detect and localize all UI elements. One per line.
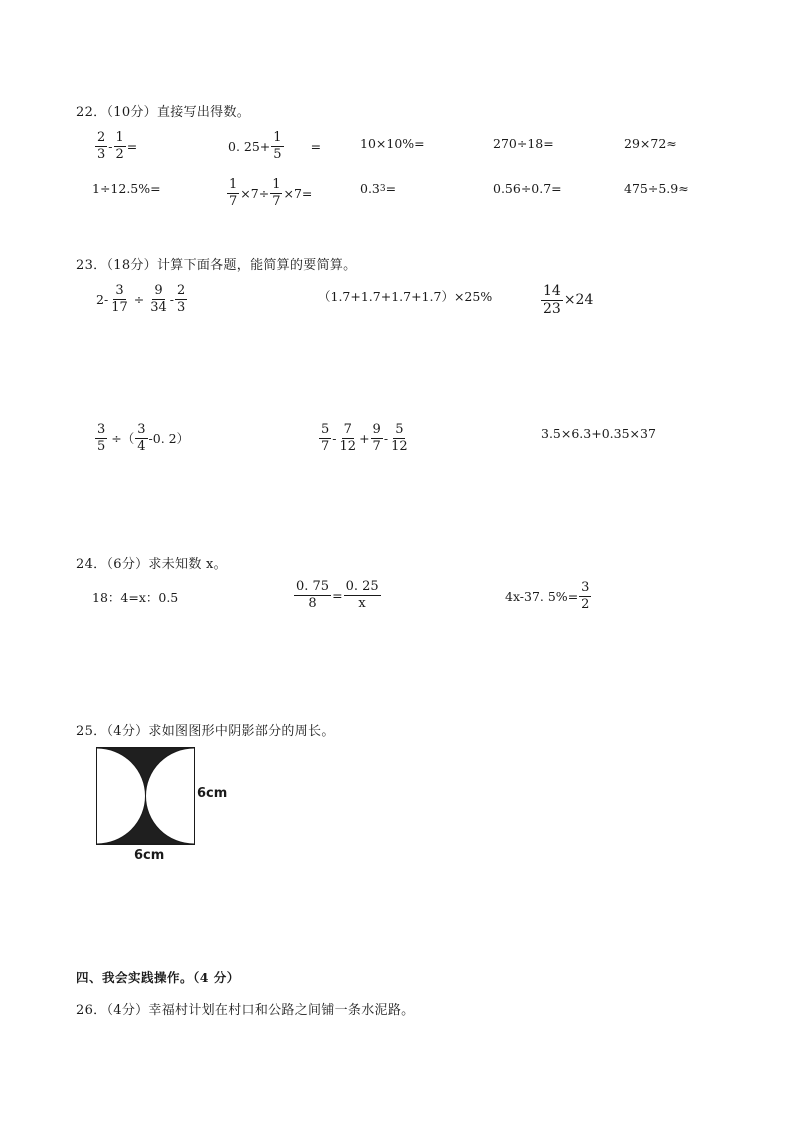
q24-heading: 24．（6分）求未知数 x。 [76,557,227,572]
fraction: $\frac{3}{4}$ [137,422,146,454]
bottom-length-label: 6cm [134,848,165,863]
fraction: $\frac{0. 25}{x}$ [345,579,379,611]
q22-expr-4: 270÷18= [493,136,554,151]
fraction: $\frac{3}{5}$ [97,422,106,454]
fraction: $\frac{5}{12}$ [391,422,408,454]
fraction: $\frac{7}{12}$ [339,422,357,454]
q23-expr-6: 3.5×6.3+0.35×37 [541,426,656,441]
q22-expr-2: 0. 25+ $\frac{1}{5}$ = [228,130,322,162]
q24-expr-2: $\frac{0. 75}{8}$ = $\frac{0. 25}{x}$ [296,579,379,611]
q22-expr-9: 0.56÷0.7= [493,181,562,196]
q22-expr-7: $\frac{1}{7}$ ×7÷ $\frac{1}{7}$ ×7= [229,177,313,209]
q23-expr-2: （1.7+1.7+1.7+1.7）×25% [318,289,493,304]
fraction: $\frac{3}{17}$ [111,283,128,315]
side-length-label: 6cm [197,786,228,801]
section-4-heading: 四、我会实践操作。（4 分） [76,970,240,985]
fraction: $\frac{1}{7}$ [272,177,281,209]
fraction: $\frac{1}{5}$ [273,130,282,162]
q26-heading: 26．（4分）幸福村计划在村口和公路之间铺一条水泥路。 [76,1003,415,1018]
q23-expr-4: $\frac{3}{5}$ ÷（ $\frac{3}{4}$ -0. 2） [97,422,190,454]
fraction: $\frac{9}{34}$ [150,283,167,315]
fraction: $\frac{1}{7}$ [229,177,238,209]
fraction: $\frac{2}{3}$ [97,130,106,162]
q22-expr-1: $\frac{2}{3}$ - $\frac{1}{2}$ = [97,130,138,162]
q22-expr-6: 1÷12.5%= [92,181,161,196]
fraction: $\frac{5}{7}$ [321,422,330,454]
q22-expr-5: 29×72≈ [624,136,677,151]
q24-expr-1: 18：4=x：0.5 [92,590,179,605]
q23-expr-3: $\frac{14}{23}$ ×24 [543,283,594,317]
fraction: $\frac{0. 75}{8}$ [296,579,330,611]
shaded-figure [94,745,200,847]
q25-heading: 25．（4分）求如图图形中阴影部分的周长。 [76,724,335,739]
q22-expr-10: 475÷5.9≈ [624,181,689,196]
q22-expr-8: 0.3 3 = [360,181,397,196]
fraction: $\frac{1}{2}$ [115,130,124,162]
q22-heading: 22．（10分）直接写出得数。 [76,105,251,120]
fraction: $\frac{9}{7}$ [372,422,381,454]
q23-heading: 23．（18分）计算下面各题，能简算的要简算。 [76,258,357,273]
fraction: $\frac{14}{23}$ [543,283,561,317]
q23-expr-1: 2- $\frac{3}{17}$ ÷ $\frac{9}{34}$ - $\frac{2}{3}$ [96,283,186,315]
q24-expr-3: 4x-37. 5%= $\frac{3}{2}$ [505,580,590,612]
q23-expr-5: $\frac{5}{7}$ - $\frac{7}{12}$ + $\frac{9}{7}$ - $\frac{5}{12}$ [321,422,408,454]
fraction: $\frac{2}{3}$ [177,283,186,315]
fraction: $\frac{3}{2}$ [581,580,590,612]
q22-expr-3: 10×10%= [360,136,425,151]
